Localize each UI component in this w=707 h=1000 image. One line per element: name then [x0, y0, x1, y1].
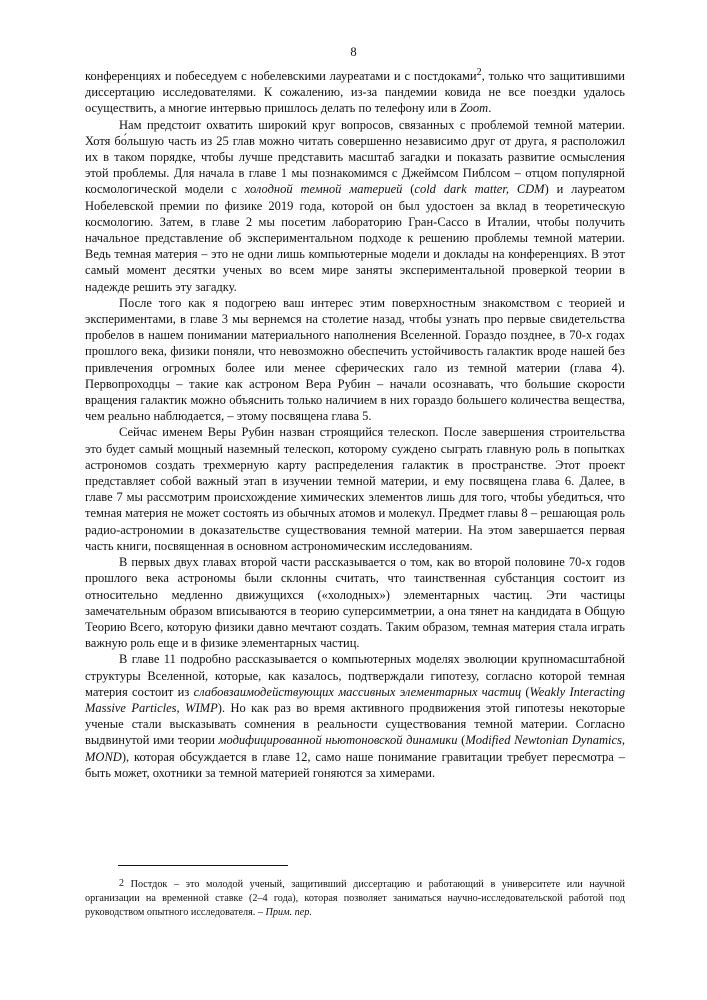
paragraph-2: Нам предстоит охватить широкий круг вопросов, связанных с проблемой темной материи. Хотя бо́льшую часть из 25 глав можно читать совершенно независимо друг от друга, я расположил их в таком порядке, чтобы лучше представить масштаб загадки и показать развитие осмысления этой проблемы. Для начала в главе 1 мы познакомимся с Джеймсом Пиблсом – отцом популярной космологической модели с холодной темной материей (cold dark matter, CDM) и лауреатом Нобелевской премии по физике 2019 года, которой он был удостоен за вклад в теоретическую космологию. Затем, в главе 2 мы посетим лабораторию Гран-Сассо в Италии, чтобы получить начальное представление об экспериментальном подходе к решению проблемы темной материи. Ведь темная материя – это не одни лишь компьютерные модели и доклады на конференциях. В этот самый момент десятки ученых во всем мире заняты экспериментальной проверкой теории в надежде решить эту загадку. [85, 117, 625, 294]
footnote-reference[interactable]: 2 [476, 66, 482, 78]
paragraph-6: В главе 11 подробно рассказывается о компьютерных моделях эволюции крупномасштабной структуры Вселенной, которые, как казалось, подтверждали гипотезу, согласно которой темная материя состоит из слабовзаимодействующих массивных элементарных частиц (Weakly Interacting Massive Particles, WIMP). Но как раз во время активного продвижения этой гипотезы некоторые ученые стали высказывать сомнения в реальности существования темной материи. Согласно выдвинутой ими теории модифицированной ньютоновской динамики (Modified Newtonian Dynamics, MOND), которая обсуждается в главе 12, само наше понимание гравитации требует пересмотра – быть может, охотники за темной материей гоняются за химерами. [85, 652, 626, 780]
footnote-text: Постдок – это молодой ученый, защитивший диссертацию и работающий в университете или научной организации на временной ставке (2–4 года), которая позволяет заниматься научно-исследовательской работой под руководством опытного исследователя. – [85, 879, 625, 919]
footnote-separator [118, 865, 288, 866]
paragraph-4: Сейчас именем Веры Рубин назван строящийся телескоп. После завершения строительства это будет самый мощный наземный телескоп, которому суждено сыграть главную роль в попытках астрономов создать трехмерную карту распределения галактик в пространстве. Этот проект представляет собой важный этап в изучении темной материи, и ему посвящена глава 6. Далее, в главе 7 мы рассмотрим происхождение химических элементов лишь для того, чтобы убедиться, что темная материя не может состоять из обычных атомов и молекул. Предмет главы 8 – решающая роль радио-астрономии в доказательстве существования темной материи. На этом завершается первая часть книги, посвященная в основном астрономическим исследованиям. [85, 425, 625, 553]
paragraph-5: В первых двух главах второй части рассказывается о том, как во второй половине 70-х годов прошлого века астрономы были склонны считать, что таинственная субстанция состоит из относительно медленно движущихся («холодных») элементарных частиц. Эти частицы замечательным образом вписываются в теорию суперсимметрии, а она тянет на кандидата в Общую Теорию Всего, которую физики давно мечтают создать. Таким образом, темная материя стала играть важную роль еще и в физике элементарных частиц. [85, 555, 625, 651]
footnote-marker: 2 [119, 878, 124, 889]
paragraph-3: После того как я подогрею ваш интерес этим поверхностным знакомством с теорией и экспериментами, в главе 3 мы вернемся на столетие назад, чтобы узнать про первые свидетельства пробелов в нашем понимании материального наполнения Вселенной. Гораздо позднее, в 70-х годах прошлого века, физики поняли, что невозможно обеспечить устойчивость галактик вроде нашей без привлечения огромных более или менее сферических гало из темной материи (глава 4). Первопроходцы – такие как астроном Вера Рубин – начали осознавать, что большие скорости вращения галактик можно объяснить только наличием в них гораздо большего количества вещества, чем реально наблюдается, – этому посвящена глава 5. [85, 295, 625, 424]
paragraph-1: конференциях и побеседуем с нобелевскими лауреатами и с постдоками$^2$, только что защитившими диссертацию исследователями. К сожалению, из-за пандемии ковида не все поездки удалось осуществить, а многие интервью пришлось делать по телефону или в Zoom. [85, 66, 625, 116]
page-number: 8 [350, 45, 357, 59]
body-text [85, 68, 625, 781]
footnote [85, 878, 625, 921]
footnote-note: Прим. пер. [265, 907, 312, 919]
